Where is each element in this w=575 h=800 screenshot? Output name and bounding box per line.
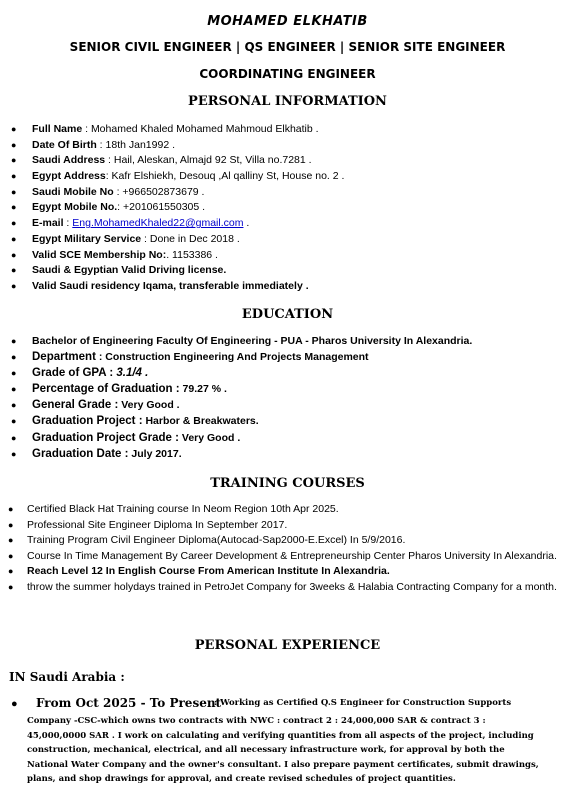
job-titles: SENIOR CIVIL ENGINEER | QS ENGINEER | SENIOR SITE ENGINEER [69,40,506,54]
bullet-icon: ● [11,368,17,379]
list-item: ● Graduation Project : Harbor & Breakwaters. [0,414,575,430]
bullet-icon: ● [11,698,18,710]
job-title-secondary: COORDINATING ENGINEER [199,67,376,81]
bullet-icon: ● [11,155,17,166]
bullet-icon: ● [11,280,17,291]
list-item: ● Saudi & Egyptian Valid Driving license. [0,263,575,279]
list-item: ● Valid SCE Membership No:. 1153386 . [0,248,575,264]
list-item: ● throw the summer holydays trained in PetroJet Company for 3weeks & Halabia Contracting Company for a month. [0,580,575,596]
personal-info-heading: PERSONAL INFORMATION [188,94,387,109]
list-item: ● Professional Site Engineer Diploma In September 2017. [0,518,575,534]
bullet-icon: ● [11,186,17,197]
list-item: ● Graduation Date : July 2017. [0,447,575,463]
training-heading: TRAINING COURSES [210,476,365,491]
candidate-name: MOHAMED ELKHATIB [207,14,368,29]
country-heading: IN Saudi Arabia : [9,670,125,684]
list-item: ● Certified Black Hat Training course In Neom Region 10th Apr 2025. [0,502,575,518]
bullet-icon: ● [11,336,17,346]
list-item: ● Valid Saudi residency Iqama, transferable immediately . [0,279,575,295]
bullet-icon: ● [11,384,17,395]
list-item: ● Department : Construction Engineering And Projects Management [0,350,575,366]
list-item: ● Graduation Project Grade : Very Good . [0,431,575,447]
bullet-icon: ● [11,352,17,363]
experience-heading: PERSONAL EXPERIENCE [194,638,381,653]
job-period: From Oct 2025 - To Present [36,696,222,710]
bullet-icon: ● [8,504,14,514]
bullet-icon: ● [8,566,14,576]
list-item: ● Course In Time Management By Career Development & Entrepreneurship Center Pharos University In Alexandria. [0,549,575,565]
personal-info-list [0,122,575,295]
bullet-icon: ● [11,124,17,134]
list-item: ● Training Program Civil Engineer Diploma(Autocad-Sap2000-E.Excel) In 5/9/2016. [0,533,575,549]
list-item: ● Reach Level 12 In English Course From American Institute In Alexandria. [0,564,575,580]
bullet-icon: ● [11,400,17,411]
bullet-icon: ● [11,265,17,276]
email-link[interactable]: Eng.MohamedKhaled22@gmail.com [72,217,244,230]
education-heading: EDUCATION [241,307,334,322]
list-item: ● Bachelor of Engineering Faculty Of Engineering - PUA - Pharos University In Alexandria. [0,334,575,350]
bullet-icon: ● [11,218,17,229]
bullet-icon: ● [11,432,17,443]
bullet-icon: ● [11,171,17,182]
bullet-icon: ● [8,550,14,561]
education-list [0,334,575,463]
list-item: ● Egypt Address: Kafr Elshiekh, Desouq ,Al qalliny St, House no. 2 . [0,169,575,185]
list-item: ● Saudi Mobile No : +966502873679 . [0,185,575,201]
bullet-icon: ● [11,202,17,213]
bullet-icon: ● [11,139,17,150]
bullet-icon: ● [8,519,14,530]
bullet-icon: ● [11,249,17,260]
list-item: ● Saudi Address : Hail, Aleskan, Almajd 92 St, Villa no.7281 . [0,153,575,169]
list-item: ● Egypt Military Service : Done in Dec 2018 . [0,232,575,248]
bullet-icon: ● [11,416,17,427]
job-summary: : Working as Certified Q.S Engineer for Construction Supports [214,698,512,708]
list-item: ● Egypt Mobile No.: +201061550305 . [0,200,575,216]
list-item: ● Date Of Birth : 18th Jan1992 . [0,138,575,154]
list-item: ● General Grade : Very Good . [0,398,575,414]
list-item: ● Percentage of Graduation : 79.27 % . [0,382,575,398]
bullet-icon: ● [8,581,14,592]
bullet-icon: ● [11,233,17,244]
training-list [0,502,575,595]
list-item: ● E-mail : Eng.MohamedKhaled22@gmail.com . [0,216,575,232]
bullet-icon: ● [11,448,17,459]
list-item: ● Full Name : Mohamed Khaled Mohamed Mahmoud Elkhatib . [0,122,575,138]
bullet-icon: ● [8,535,14,545]
list-item: ● Grade of GPA : 3.1/4 . [0,366,575,382]
job-description: Company -CSC-which owns two contracts with NWC : contract 2 : 24,000,000 SAR & contract 3 : 45,000,0000 SAR . I work on calculating and verifying quantities from all aspects of the project, including construction, mechanical, electrical, and all necessary infrastructure work, for approval by both the National Water Company and the owner's consultant. I also prepare payment certificates, submit drawings, plans, and shop drawings for approval, and create revised schedules of project quantities. [27,716,539,785]
